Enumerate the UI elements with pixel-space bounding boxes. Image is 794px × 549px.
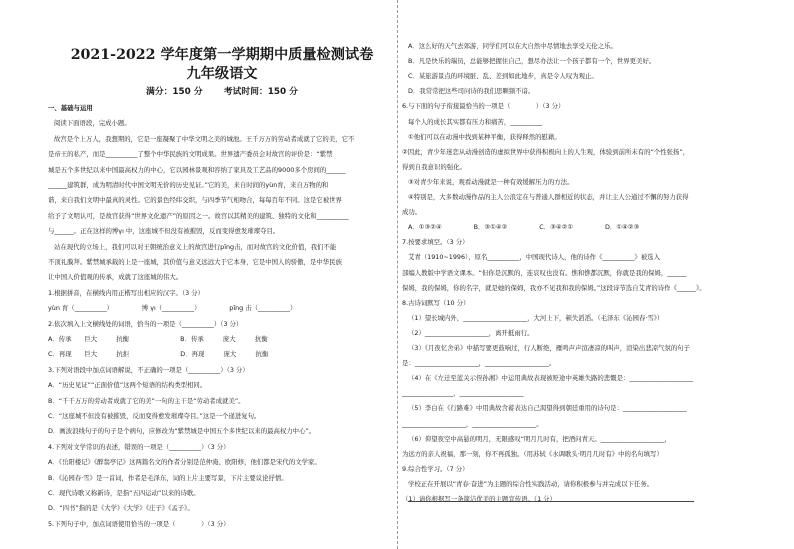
right-text-line: 8.古诗词默写（10 分） bbox=[402, 298, 470, 307]
left-text-line: 谐，来自我们文明中最真的灵性。它的景色经纬交织，与四季节气相吻合，每每百年不同。这是它被世界 bbox=[48, 196, 342, 205]
right-text-line: （5）李白在《行路难》中用典故含蓄表达自己渴望得到朝廷重用的诗句是：____________________ bbox=[408, 404, 687, 413]
right-text-line: 保姆，我的保姆，你的名字，就是她的保姆，我亦不见我和我的保姆。”这段诗节选自艾青的诗作《______》。 bbox=[402, 283, 706, 292]
exam-meta bbox=[48, 86, 396, 98]
left-text-line: yùn 育（__________） 博 γı（__________） pīng 击（__________） bbox=[48, 304, 297, 313]
left-text-line: 城是五个多世纪以来中国最高权力的中心，它以园林景观和容纳了家具及工艺品的9000多个房间的______ bbox=[48, 165, 346, 174]
left-text-line: 阅读下面语段，完成小题。 bbox=[54, 119, 131, 128]
right-text-line: A．这么好的天气去郊游，同学们可以在大自然中尽情地去享受天伦之乐。 bbox=[408, 42, 617, 50]
left-text-line: A．“历史见证”“正面价值”这两个短语的结构类型相同。 bbox=[48, 381, 207, 390]
right-text-line: 成功。 bbox=[402, 208, 422, 217]
left-text-line: 一、基础与运用 bbox=[48, 104, 93, 112]
right-text-line: （6）仰望夜空中高悬的明月，无限感叹“明月几时有，把酒问青天。____________________， bbox=[408, 434, 672, 443]
left-text-line: 站在现代的立场上，我们可以对王朝统治意义上的故宫进行pīng击，而对故宫的文化价值，我们不能 bbox=[54, 242, 337, 251]
right-text-line: ____________________，____________________。 bbox=[402, 419, 543, 428]
exam-time: 考试时间：150 分 bbox=[223, 87, 298, 97]
left-text-line: 3.下列对语段中加点词语解说，不正确的一项是（__________）（3 分） bbox=[48, 365, 249, 374]
left-text-line: 给予了文明认可，是故宫获得“世界文化遗产”的原因之一。故宫以其精美的建筑、独特的文化和__________ bbox=[48, 211, 349, 220]
left-text-line: D．画波浪线句子的句子是个病句，应修改为“紫禁城是中国五个多世纪以来的最高权力中心”。 bbox=[48, 427, 316, 436]
right-text-line: ①他们可以在动漫中找到某种平衡，获得释然的慰藉。 bbox=[408, 132, 561, 141]
right-text-line: （1）请你根据写一条简洁优美的主题宣传语。（1 分） bbox=[402, 495, 556, 503]
right-text-line: （2）____________________，离开抵雨行。 bbox=[408, 328, 534, 337]
right-text-line: 学校正在开展以“青春·奋进”为主题的综合性实践活动，请你积极参与并完成以下任务。 bbox=[408, 479, 654, 488]
left-column bbox=[48, 0, 396, 549]
answer-line bbox=[408, 500, 694, 502]
left-text-line: 5.下列句子中，加点词语使用恰当的一项是（ ）（3 分） bbox=[48, 519, 230, 528]
right-text-line: （4）在《左迁至蓝关示侄孙湘》中运用典故表现被贬途中英雄失路的悲慨是：____________________ bbox=[408, 374, 694, 383]
right-text-line: 得到自我意识的强化。 bbox=[402, 162, 466, 171]
right-text-line: 9.综合性学习。（7 分） bbox=[402, 464, 469, 473]
right-text-line: B．凡是快乐的瑞员，总能够把握住自己，想尽办法让一个孩子都有一个，世界更美好。 bbox=[408, 57, 656, 66]
right-text-line: （3）《月夜忆舍弟》中描写要更鼓响过，行人断绝，雁鸣声声渲凄凉的叫声，渲染出悲凉气氛的句子 bbox=[408, 344, 691, 352]
right-text-line: ②因此，青少年迷恋从动漫创造的虚拟世界中获得积极向上的人生观，体验到前所未有的“个性张扬”， bbox=[402, 147, 690, 156]
left-text-line: C．“这座城不但没有被摧毁，反而变得愈发璀璨夺目。”这是一个递进复句。 bbox=[48, 412, 261, 420]
right-text-line: C．某旅游景点的环境脏、乱、差到如此地步，真是令人叹为观止。 bbox=[408, 72, 598, 81]
left-text-line: C．再现 巨大 抗拒 D．再现 庞大 抗衡 bbox=[48, 350, 269, 359]
right-text-line: （1）望长城内外，____________________，大河上下，顿失滔滔。（毛泽东《沁园春·雪》） bbox=[408, 313, 664, 322]
right-text-line: ④特别是，大多数动漫作品的主人公浪定在与普通人群相近的状态，并让主人公通过不懈的努力获得 bbox=[408, 193, 689, 201]
right-text-line: 是：____________________，____________________。 bbox=[402, 359, 556, 368]
left-text-line: B．“千千万万的劳动者成就了它的美”一句的主干是“劳动者成就美”。 bbox=[48, 396, 245, 405]
left-text-line: A．《岳阳楼记》《醉翁亭记》这两篇名文的作者分别是范仲淹、欧阳修，他们都是宋代的文学家。 bbox=[48, 458, 321, 467]
left-text-line: D．“四书”指的是《大学》《大学》《庄子》《孟子》。 bbox=[48, 504, 194, 513]
right-text-line: 每个人的成长其实都有压力和痛苦，__________ bbox=[408, 117, 543, 126]
right-text-line: A．①③②④ B．③①④② C．③④②① D．①④②③ bbox=[408, 223, 640, 232]
right-text-line: 艾青（1910~1996），原名__________，中国现代诗人，他的诗作《__________》被选入 bbox=[408, 253, 660, 262]
left-text-line: 让中国人价值观的传承，成就了这座城的伟大。 bbox=[48, 273, 183, 282]
left-text-line: B．《沁园春·雪》是一首词，作者是毛泽东，词的上片主要写景，下片主要议论抒情。 bbox=[48, 473, 288, 482]
right-text-line: D．我常常把这些司问诗的我们思颗频不谙。 bbox=[408, 87, 535, 96]
left-text-line: 2.依次填入上文横线处的词语，恰当的一项是（__________）（3 分） bbox=[48, 319, 243, 328]
left-text-line: A．传承 巨大 抗衡 B．传承 庞大 抗衡 bbox=[48, 335, 268, 343]
column-divider bbox=[397, 0, 399, 549]
left-text-line: C．现代诗歌又称新诗，是指“五四运动”以来的诗歌。 bbox=[48, 489, 200, 497]
right-text-line: 为远方的亲人祝福，那一刻，你不再孤独。（用苏轼《水调歌头·明月几时有》中的名句填写） bbox=[402, 449, 663, 458]
right-text-line: ③对青少年来说，观看动漫就是一种有效缓解压力的方法。 bbox=[408, 177, 574, 186]
exam-title: 2021-2022 学年度第一学期期中质量检测试卷 bbox=[70, 47, 374, 63]
left-text-line: 故宫是个上万人，我想期的，它是一座凝聚了中华文明之美的城池。王千万万的劳动者成就了它的美，它不 bbox=[54, 134, 355, 143]
left-text-line: 4.下列对文学常识的表述，错误的一项是（__________）（3 分） bbox=[48, 442, 230, 451]
left-text-line: 是帝王的私产，而是__________了整个中华民族的文明成果。世界遗产委员会对故宫的评价是：“紫禁 bbox=[48, 150, 333, 159]
left-text-line: 1.根据拼音，在横线内用正楷写出相应的汉字。（3 分） bbox=[48, 288, 204, 297]
right-text-line: 6.与下面的句子衔接最恰当的一项是（ ）（3 分） bbox=[402, 102, 565, 111]
right-column bbox=[402, 0, 752, 549]
right-text-line: ________________，____________________ bbox=[402, 389, 524, 398]
left-text-line: ______建筑群，成为明清时代中国文明无价的历史见证。”它的美，来自时间的yùn育，来自万物的和 bbox=[48, 181, 329, 189]
right-text-line: 7.按要求填空。（3 分） bbox=[402, 238, 469, 247]
full-score: 满分：150 分 bbox=[146, 87, 203, 97]
right-text-line: 部编人教版中学语文课本。“但你是沉默的，连哀叹也没有。憔和憔都沉默，你就是我的保姆，______ bbox=[402, 268, 687, 277]
left-text-line: 与______。正在这样的博γı 中，这座城不但没有被摧毁，反而变得愈发璀璨夺目。 bbox=[48, 227, 280, 236]
exam-subtitle: 九年级语文 bbox=[186, 66, 258, 82]
left-text-line: 不顶礼膜拜。紫禁城承载的上是一座城，其价值与意义远远大于它本身，它是中国人的骄傲，是中华民族 bbox=[48, 258, 342, 266]
